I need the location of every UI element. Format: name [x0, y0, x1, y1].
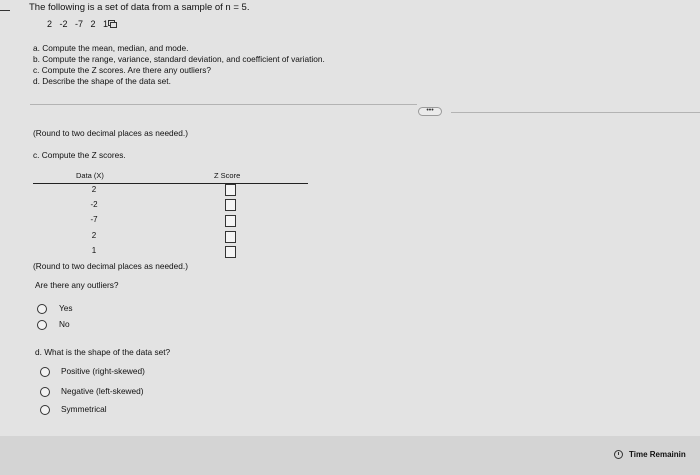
data-cell: 1 — [91, 246, 97, 255]
data-cell: 2 — [91, 231, 97, 240]
shape-positive-radio[interactable] — [40, 367, 50, 377]
section-divider-right — [451, 112, 700, 113]
shape-negative-radio[interactable] — [40, 387, 50, 397]
column-header-data: Data (X) — [76, 171, 104, 180]
data-values-line: 2 -2 -7 2 1 — [47, 19, 109, 29]
corner-tick-mark — [0, 10, 10, 11]
time-remaining-label: Time Remainin — [629, 450, 686, 459]
question-b: b. Compute the range, variance, standard deviation, and coefficient of variation. — [33, 54, 325, 64]
question-d: d. Describe the shape of the data set. — [33, 76, 171, 86]
outlier-no-label[interactable]: No — [59, 319, 70, 329]
table-header-rule — [33, 183, 308, 184]
round-note-2: (Round to two decimal places as needed.) — [33, 261, 188, 271]
question-a: a. Compute the mean, median, and mode. — [33, 43, 189, 53]
data-cell: 2 — [91, 185, 97, 194]
outlier-yes-label[interactable]: Yes — [59, 303, 73, 313]
question-c: c. Compute the Z scores. Are there any outliers? — [33, 65, 212, 75]
z-score-input[interactable] — [225, 246, 236, 258]
copy-data-icon[interactable] — [108, 20, 117, 28]
outlier-question: Are there any outliers? — [35, 280, 119, 290]
part-d-question: d. What is the shape of the data set? — [35, 347, 171, 357]
part-c-heading: c. Compute the Z scores. — [33, 150, 126, 160]
problem-title: The following is a set of data from a sample of n = 5. — [29, 2, 250, 13]
section-divider — [30, 104, 417, 105]
column-header-z-score: Z Score — [214, 171, 241, 180]
z-score-input[interactable] — [225, 215, 236, 227]
round-note: (Round to two decimal places as needed.) — [33, 128, 188, 138]
clock-icon — [614, 450, 623, 459]
z-score-input[interactable] — [225, 184, 236, 196]
shape-symmetrical-radio[interactable] — [40, 405, 50, 415]
footer-bar — [0, 436, 700, 475]
outlier-yes-radio[interactable] — [37, 304, 47, 314]
expand-more-button[interactable]: ••• — [418, 107, 442, 116]
z-score-input[interactable] — [225, 199, 236, 211]
z-score-input[interactable] — [225, 231, 236, 243]
shape-positive-label[interactable]: Positive (right-skewed) — [61, 366, 145, 376]
shape-negative-label[interactable]: Negative (left-skewed) — [61, 386, 144, 396]
shape-symmetrical-label[interactable]: Symmetrical — [61, 404, 107, 414]
data-cell: -2 — [90, 200, 98, 209]
data-cell: -7 — [90, 215, 98, 224]
outlier-no-radio[interactable] — [37, 320, 47, 330]
